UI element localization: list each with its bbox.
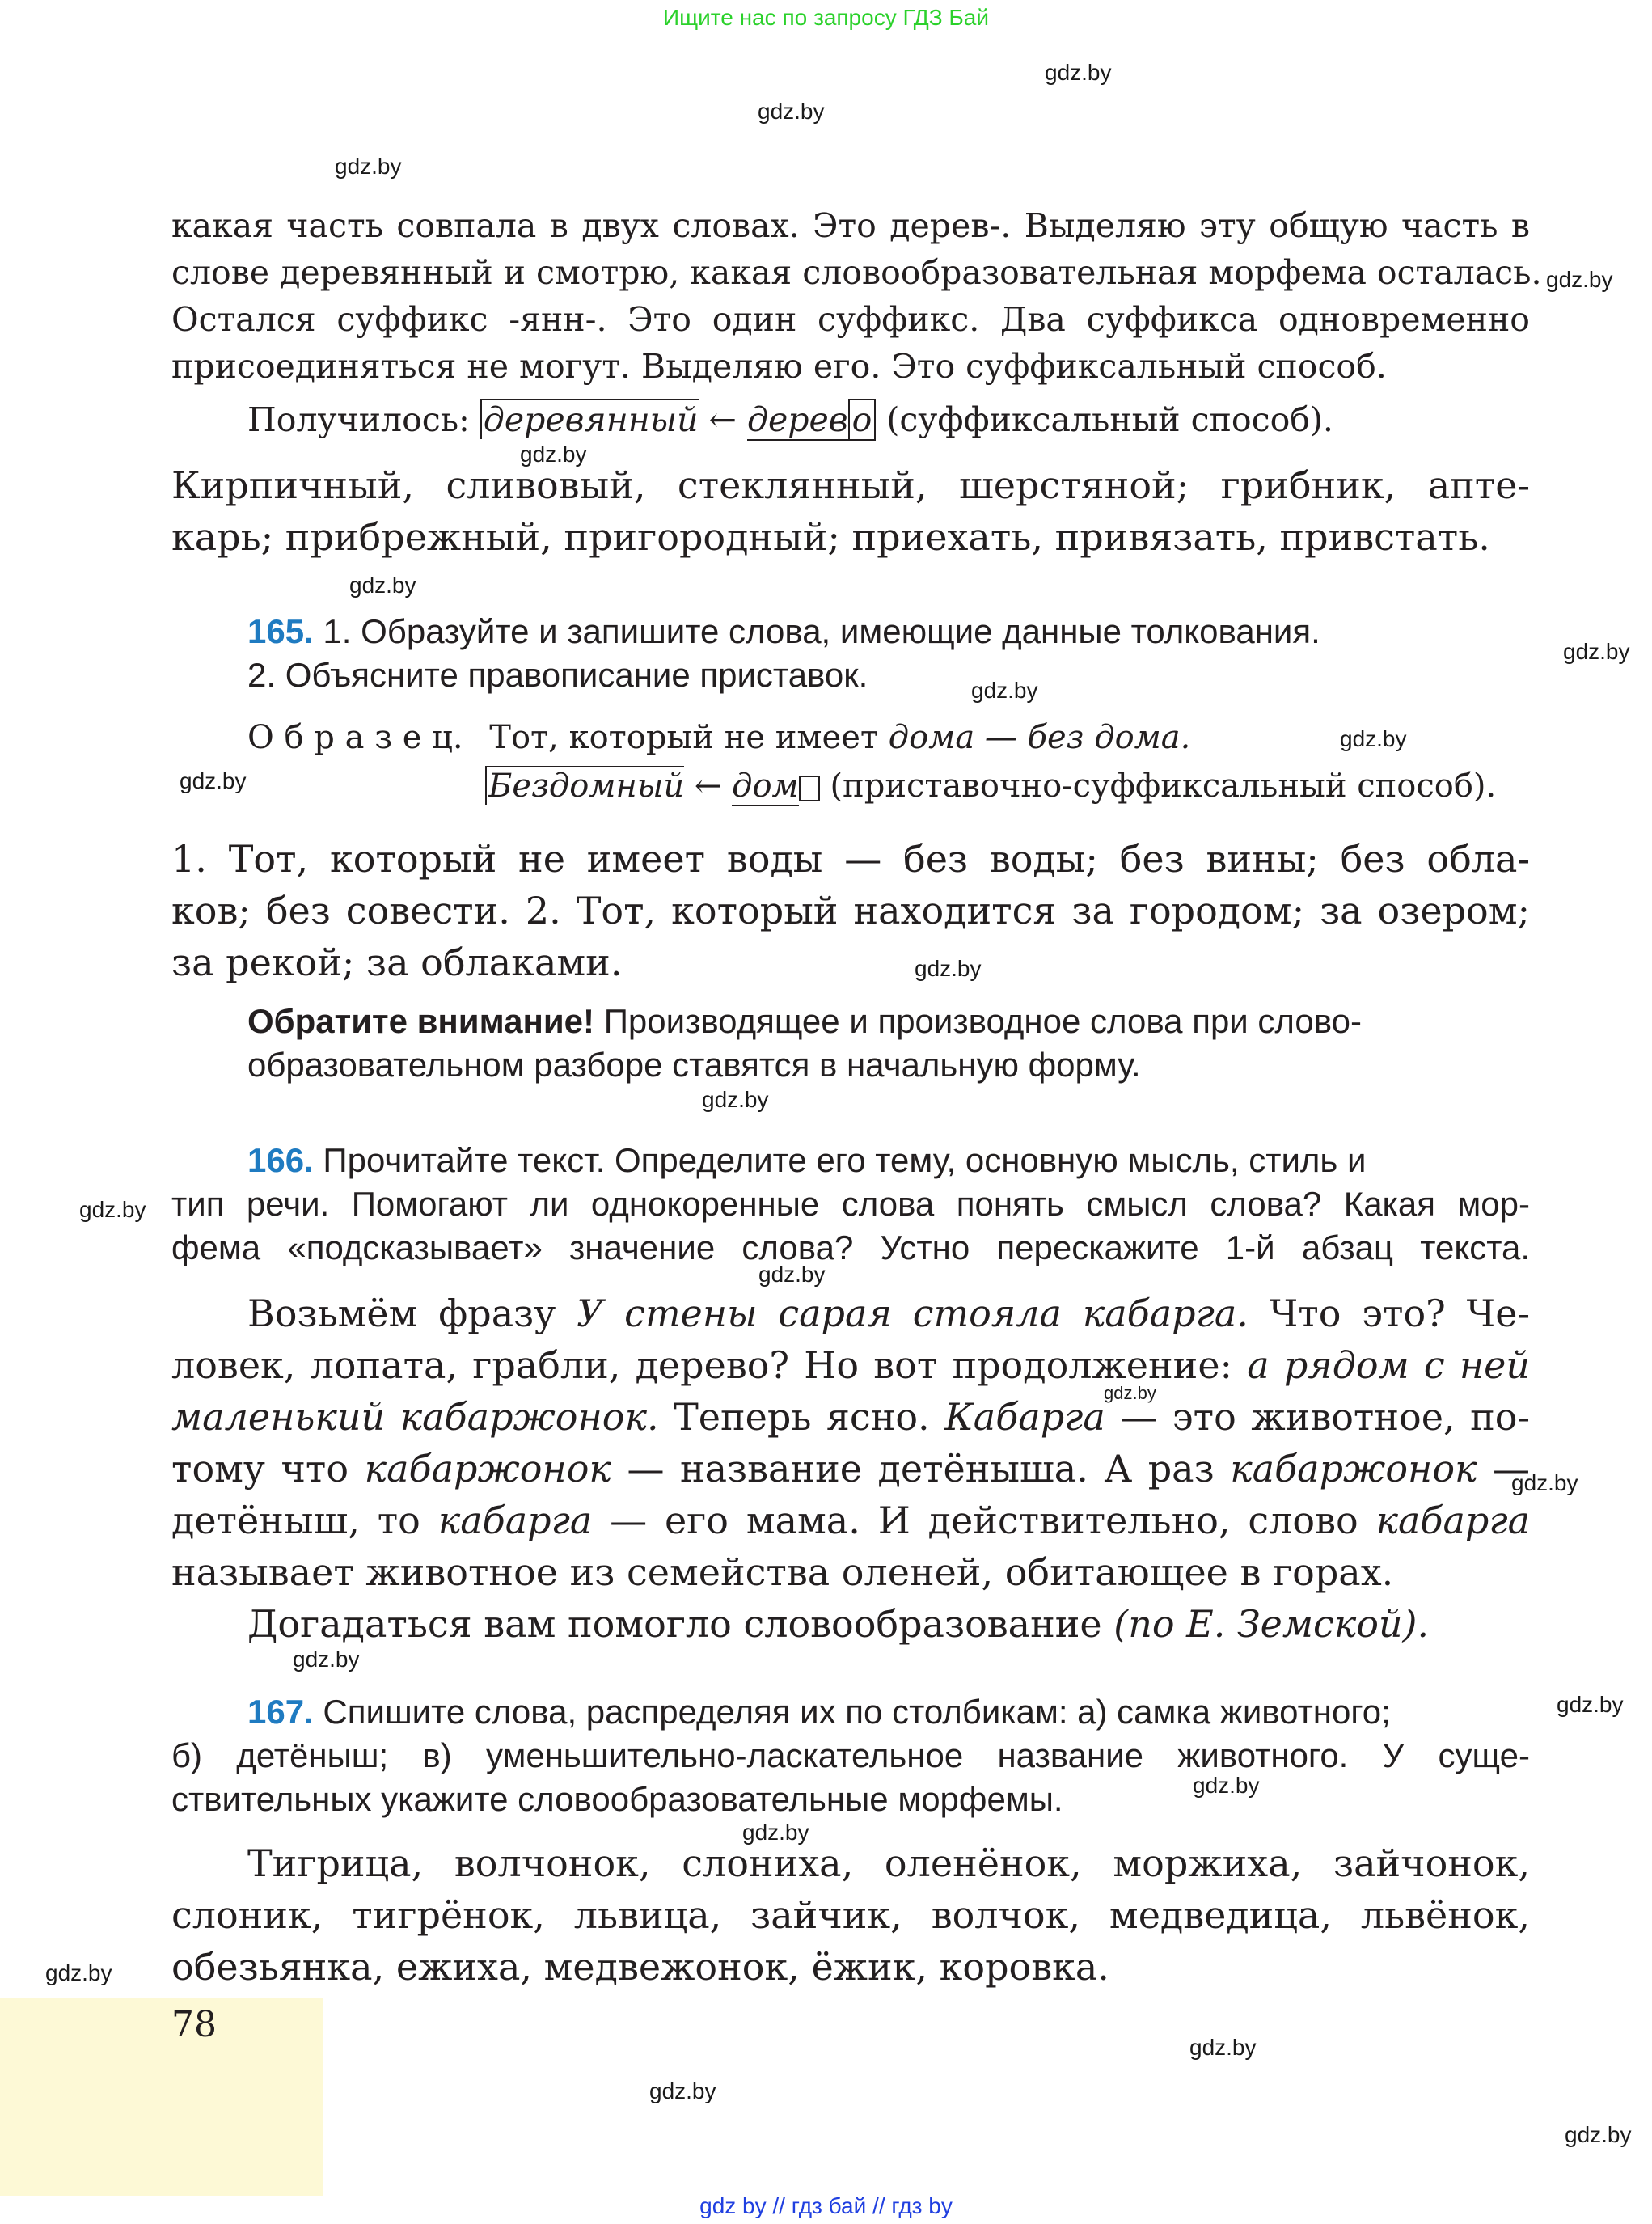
watermark: gdz.by — [335, 154, 402, 179]
word-list-line: слоник, тигрёнок, львица, зайчик, волчок, медведица, львёнок, — [171, 1893, 1530, 1937]
exercise-165-task-line: 2. Объясните правописание приставок. — [247, 656, 868, 694]
top-search-link[interactable]: Ищите нас по запросу ГДЗ Бай — [662, 5, 990, 30]
watermark: gdz.by — [1557, 1692, 1624, 1717]
watermark: gdz.by — [1104, 1383, 1156, 1403]
arrow: ← — [694, 767, 722, 805]
text-line: называет животное из семейства оленей, обитающее в горах. — [171, 1550, 1394, 1594]
sample-italic: дома — без дома. — [888, 719, 1191, 756]
watermark: gdz.by — [79, 1197, 146, 1222]
zero-ending: о — [848, 399, 877, 441]
base-word: дом — [732, 767, 799, 805]
watermark: gdz.by — [520, 442, 587, 467]
watermark: gdz.by — [45, 1960, 112, 1985]
exercise-165-line: за рекой; за облаками. — [171, 941, 623, 984]
derived-word: деревянный — [480, 399, 699, 439]
note-line: образовательном разборе ставятся в начальную форму. — [247, 1046, 1141, 1084]
watermark: gdz.by — [349, 573, 416, 598]
exercise-number: 166. — [247, 1141, 314, 1179]
page-number: 78 — [171, 2004, 217, 2045]
watermark: gdz.by — [1045, 60, 1112, 85]
intro-line: Остался суффикс -янн-. Это один суффикс. Два суффикса одновременно — [171, 300, 1530, 339]
exercise-167-task-line: б) детёныш; в) уменьшительно-ласкательное название животного. У суще- — [171, 1736, 1530, 1774]
exercise-number: 165. — [247, 612, 314, 650]
task-text: 1. Образуйте и запишите слова, имеющие данные толкования. — [323, 612, 1320, 650]
text-line: ловек, лопата, грабли, дерево? Но вот продолжение: а рядом с ней — [171, 1343, 1531, 1387]
text-line: Догадаться вам помогло словообразование (по Е. Земской). — [247, 1602, 1430, 1646]
text-line: детёныш, то кабарга — его мама. И действительно, слово кабарга — [171, 1499, 1531, 1542]
exercise-165-line: ков; без совести. 2. Тот, который находится за городом; за озером; — [171, 889, 1530, 932]
exercise-165-line: 1. Тот, который не имеет воды — без воды; без вины; без обла- — [171, 837, 1530, 881]
watermark: gdz.by — [758, 99, 825, 124]
sample-label: О б р а з е ц. — [247, 719, 463, 756]
attention-note — [247, 1000, 1530, 1043]
watermark: gdz.by — [649, 2078, 716, 2103]
page-corner-highlight — [0, 1998, 323, 2196]
intro-line: присоединяться не могут. Выделяю его. Это суффиксальный способ. — [171, 347, 1387, 386]
morpheme-analysis — [247, 396, 1333, 443]
watermark: gdz.by — [971, 678, 1038, 703]
note-text: Производящее и производное слова при слово- — [603, 1002, 1362, 1040]
watermark: gdz.by — [1193, 1773, 1260, 1798]
intro-line: какая часть совпала в двух словах. Это дерев-. Выделяю эту общую часть в — [171, 206, 1530, 245]
sample — [247, 715, 1190, 760]
note-heading: Обратите внимание! — [247, 1002, 595, 1040]
footer-links[interactable]: gdz by // гдз бай // гдз by — [699, 2193, 953, 2218]
watermark: gdz.by — [702, 1087, 769, 1112]
watermark: gdz.by — [1511, 1470, 1578, 1495]
watermark: gdz.by — [293, 1647, 360, 1672]
exercise-167-task — [247, 1690, 1530, 1734]
watermark: gdz.by — [1340, 726, 1407, 751]
exercise-166-task — [247, 1139, 1530, 1182]
text-line: маленький кабаржонок. Теперь ясно. Кабарга — это животное, по- — [171, 1395, 1530, 1439]
intro-line: слове деревянный и смотрю, какая словообразовательная морфема осталась. — [171, 253, 1542, 292]
sample-text: Тот, который не имеет — [489, 719, 878, 756]
word-list-line: Кирпичный, сливовый, стеклянный, шерстяной; грибник, апте- — [171, 463, 1530, 507]
zero-ending-icon — [799, 776, 820, 801]
word-list-line: карь; прибрежный, пригородный; приехать, привязать, привстать. — [171, 515, 1490, 559]
watermark: gdz.by — [1189, 2035, 1257, 2060]
watermark: gdz.by — [915, 956, 982, 981]
derivation-method: (суффиксальный способ). — [886, 400, 1333, 439]
watermark: gdz.by — [758, 1262, 826, 1287]
watermark: gdz.by — [742, 1820, 809, 1845]
text-line: тому что кабаржонок — название детёныша. А раз кабаржонок — — [171, 1447, 1531, 1490]
exercise-166-task-line: фема «подсказывает» значение слова? Устно перескажите 1-й абзац текста. — [171, 1228, 1530, 1266]
word-list-line: обезьянка, ежиха, медвежонок, ёжик, коровка. — [171, 1945, 1109, 1989]
watermark: gdz.by — [180, 768, 247, 793]
derived-word: Бездомный — [485, 766, 684, 805]
derivation-method: (приставочно-суффиксальный способ). — [830, 767, 1497, 805]
exercise-166-task-line: тип речи. Помогают ли однокоренные слова понять смысл слова? Какая мор- — [171, 1185, 1530, 1223]
watermark: gdz.by — [1563, 639, 1630, 664]
exercise-167-task-line: ствительных укажите словообразовательные морфемы. — [171, 1780, 1063, 1818]
sample-analysis — [485, 763, 1496, 809]
task-text: Прочитайте текст. Определите его тему, основную мысль, стиль и — [323, 1141, 1367, 1179]
result-label: Получилось: — [247, 400, 470, 439]
watermark: gdz.by — [1546, 267, 1613, 292]
base-word: дерев — [746, 400, 848, 439]
exercise-165-task — [247, 610, 1530, 653]
arrow: ← — [708, 400, 737, 439]
watermark: gdz.by — [1565, 2122, 1632, 2147]
exercise-number: 167. — [247, 1693, 314, 1731]
word-list-line: Тигрица, волчонок, слониха, оленёнок, моржиха, зайчонок, — [247, 1841, 1530, 1885]
text-line: Возьмём фразу У стены сарая стояла кабарга. Что это? Че- — [247, 1292, 1530, 1335]
task-text: Спишите слова, распределяя их по столбикам: а) самка животного; — [323, 1693, 1391, 1731]
